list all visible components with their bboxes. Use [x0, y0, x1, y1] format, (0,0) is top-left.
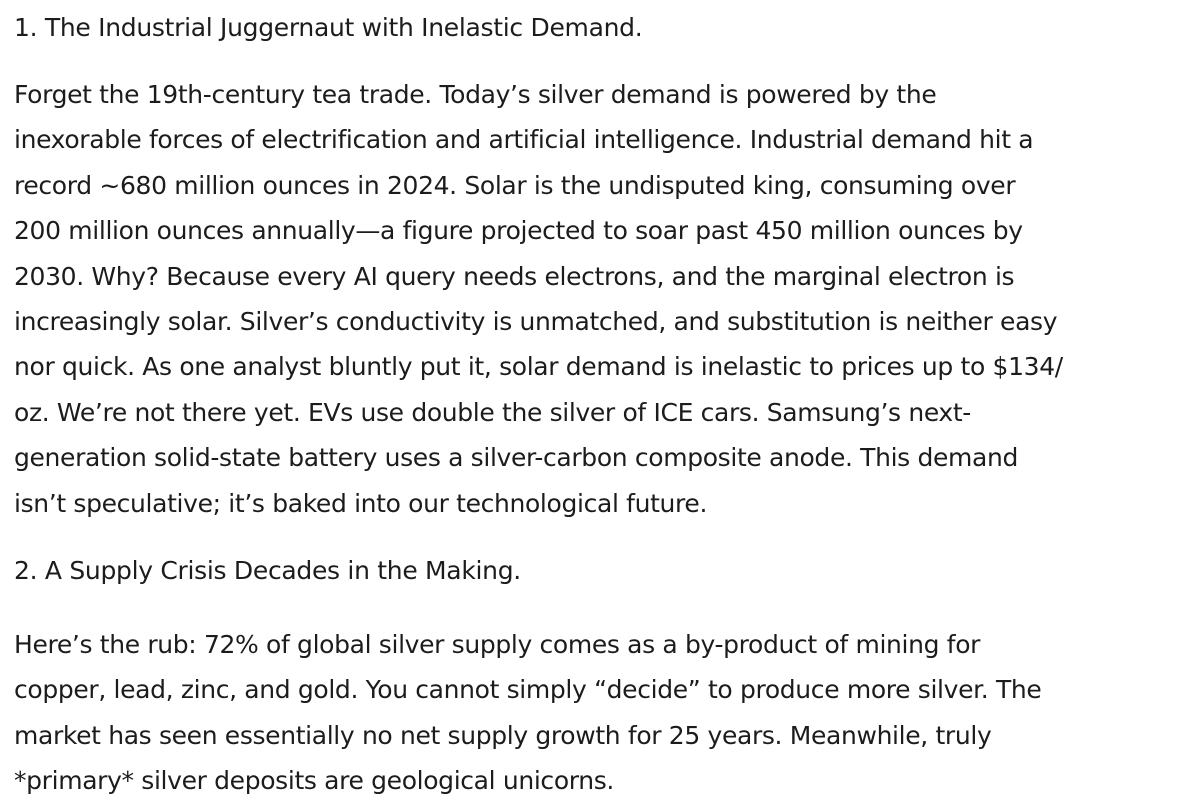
paragraph-line: isn’t speculative; it’s baked into our technological future. [14, 488, 708, 518]
paragraph-line: market has seen essentially no net supply growth for 25 years. Meanwhile, truly [14, 720, 992, 750]
paragraph-line: *primary* silver deposits are geological unicorns. [14, 766, 615, 796]
section-paragraph-2 [14, 622, 1186, 804]
paragraph-line: increasingly solar. Silver’s conductivity is unmatched, and substitution is neither easy [14, 307, 1058, 337]
paragraph-line: Forget the 19th-century tea trade. Today’s silver demand is powered by the [14, 80, 937, 109]
paragraph-line: oz. We’re not there yet. EVs use double the silver of ICE cars. Samsung’s next- [14, 397, 971, 427]
section-heading-1: 1. The Industrial Juggernaut with Inelastic Demand. [14, 13, 643, 42]
paragraph-line: Here’s the rub: 72% of global silver supply comes as a by-product of mining for [14, 630, 981, 660]
paragraph-line: 2030. Why? Because every AI query needs electrons, and the marginal electron is [14, 261, 1015, 291]
paragraph-line: generation solid-state battery uses a silver-carbon composite anode. This demand [14, 443, 1018, 473]
section-paragraph-1 [14, 72, 1186, 526]
section-heading-2: 2. A Supply Crisis Decades in the Making. [14, 556, 521, 586]
article [14, 0, 1186, 804]
paragraph-line: record ~680 million ounces in 2024. Solar is the undisputed king, consuming over [14, 170, 1016, 200]
paragraph-line: 200 million ounces annually—a figure projected to soar past 450 million ounces by [14, 216, 1023, 246]
paragraph-line: copper, lead, zinc, and gold. You cannot simply “decide” to produce more silver. The [14, 675, 1042, 705]
paragraph-line: inexorable forces of electrification and artificial intelligence. Industrial demand hit a [14, 125, 1034, 155]
paragraph-line: nor quick. As one analyst bluntly put it, solar demand is inelastic to prices up to $134/ [14, 352, 1063, 382]
